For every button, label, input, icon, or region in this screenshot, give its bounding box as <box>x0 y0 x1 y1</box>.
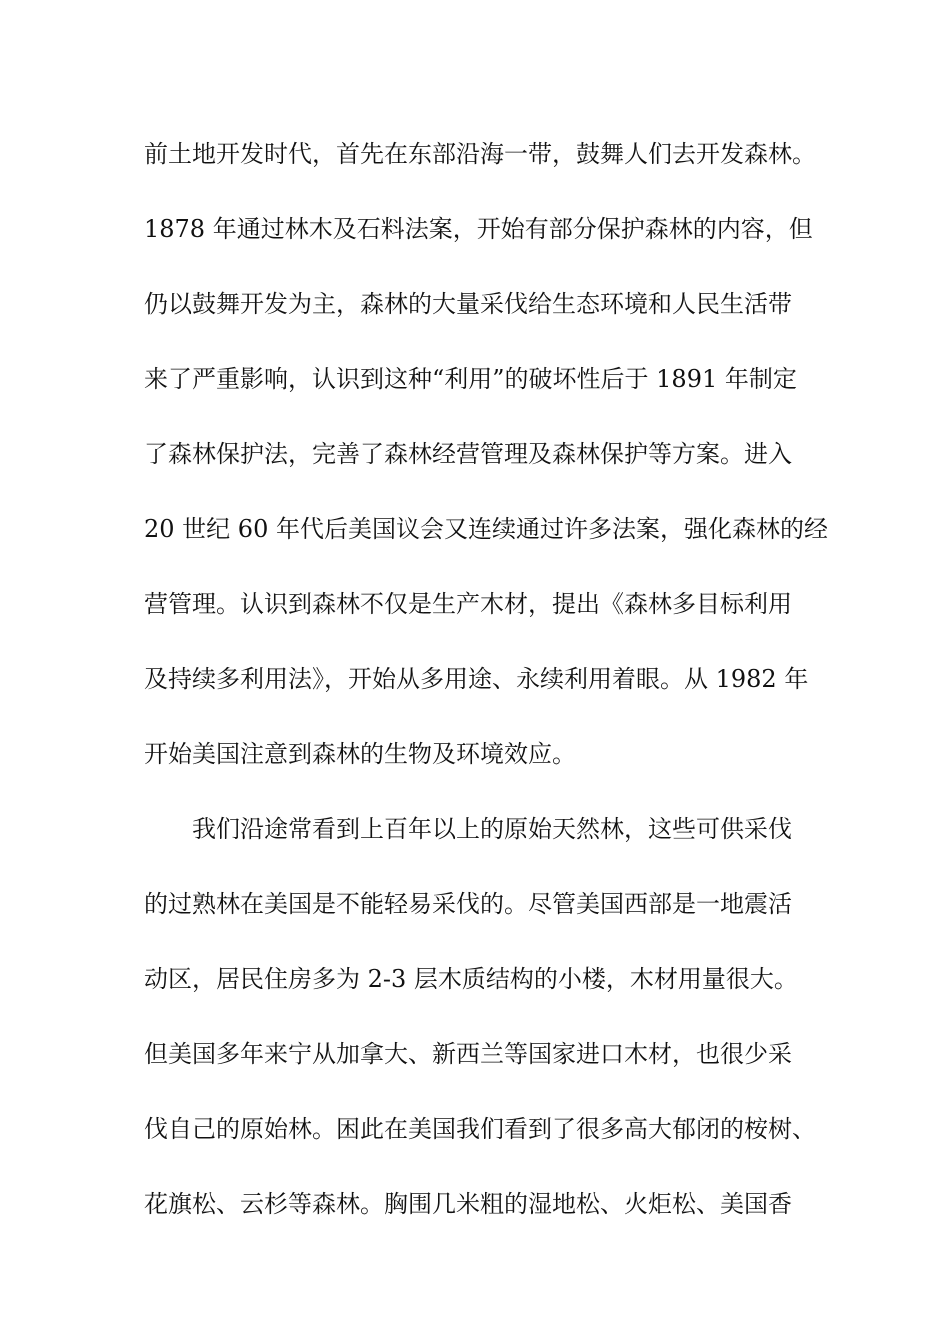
text-line: 来了严重影响，认识到这种“利用”的破坏性后于 1891 年制定 <box>144 365 797 393</box>
paragraph-start-line: 我们沿途常看到上百年以上的原始天然林，这些可供采伐 <box>192 815 792 843</box>
text-line: 仍以鼓舞开发为主，森林的大量采伐给生态环境和人民生活带 <box>144 290 792 318</box>
text-line: 花旗松、云杉等森林。胸围几米粗的湿地松、火炬松、美国香 <box>144 1190 792 1218</box>
text-line: 营管理。认识到森林不仅是生产木材，提出《森林多目标利用 <box>144 590 792 618</box>
text-line: 1878 年通过林木及石料法案，开始有部分保护森林的内容，但 <box>144 215 813 243</box>
text-line: 的过熟林在美国是不能轻易采伐的。尽管美国西部是一地震活 <box>144 890 792 918</box>
text-line: 20 世纪 60 年代后美国议会又连续通过许多法案，强化森林的经 <box>144 515 828 543</box>
body-text <box>144 124 828 1249</box>
text-line: 但美国多年来宁从加拿大、新西兰等国家进口木材，也很少采 <box>144 1040 792 1068</box>
text-line: 及持续多利用法》，开始从多用途、永续利用着眼。从 1982 年 <box>144 665 809 693</box>
text-line: 开始美国注意到森林的生物及环境效应。 <box>144 740 576 768</box>
text-line: 了森林保护法，完善了森林经营管理及森林保护等方案。进入 <box>144 440 792 468</box>
text-line: 伐自己的原始林。困此在美国我们看到了很多高大郁闭的桉树、 <box>144 1115 816 1143</box>
text-line: 动区，居民住房多为 2-3 层木质结构的小楼，木材用量很大。 <box>144 965 798 993</box>
text-line: 前土地开发时代，首先在东部沿海一带，鼓舞人们去开发森林。 <box>144 140 816 168</box>
